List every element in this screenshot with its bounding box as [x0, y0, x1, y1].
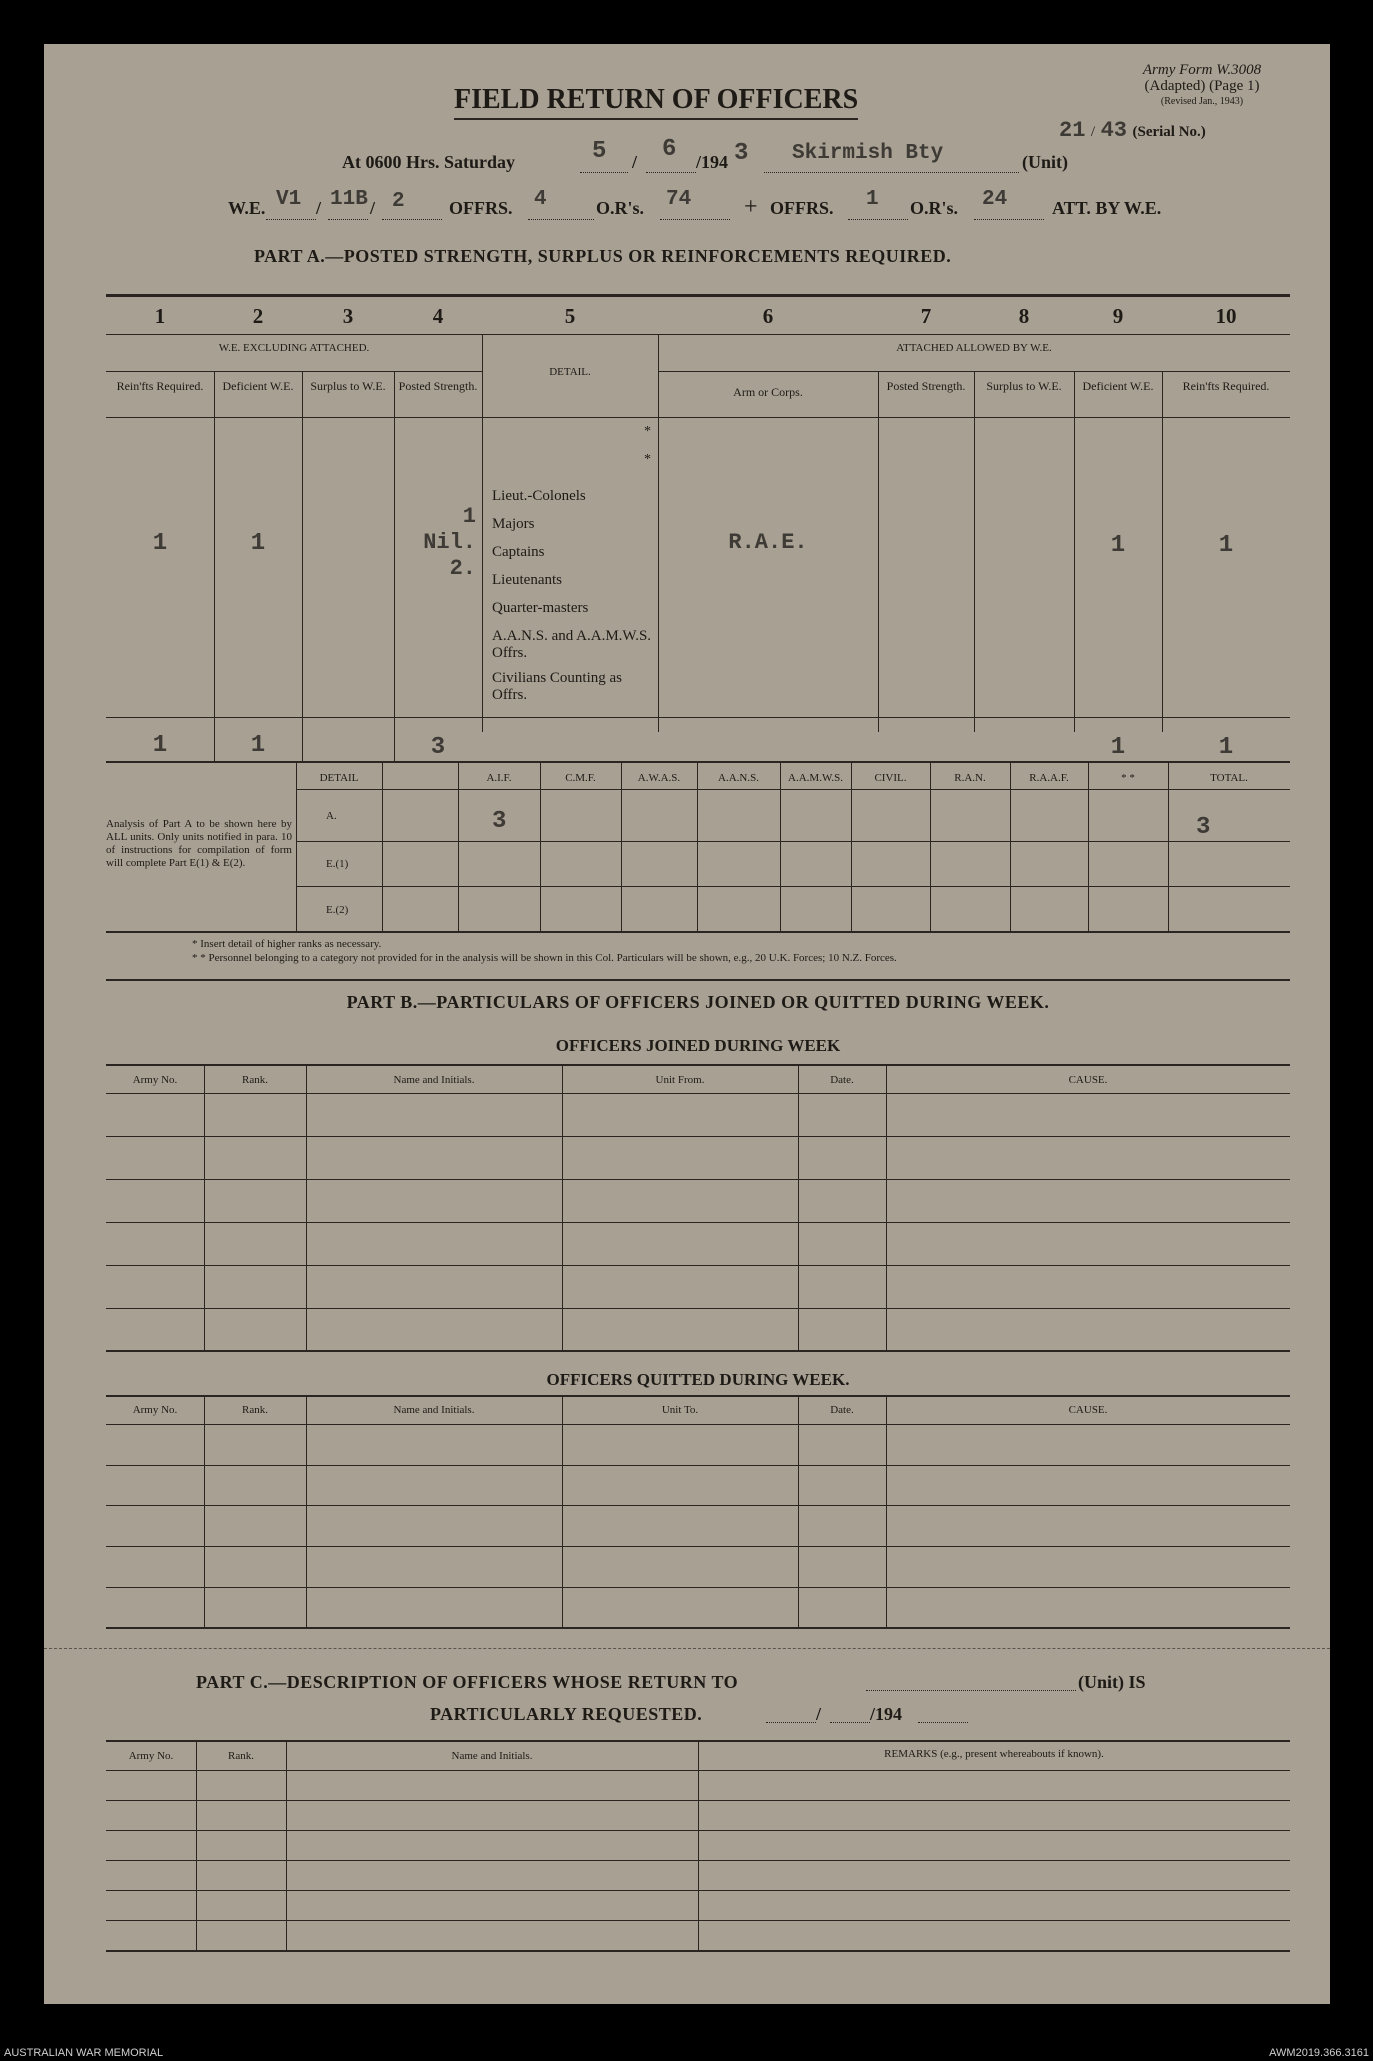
column-numbers: [106, 304, 1290, 332]
joined-hdr-name: Name and Initials.: [393, 1074, 475, 1086]
hdr-deficient: Deficient W.E.: [222, 379, 294, 393]
joined-hdr-cause: CAUSE.: [1068, 1074, 1108, 1086]
an-hdr-detail: DETAIL: [319, 772, 359, 784]
an-row-e1: E.(1): [326, 858, 349, 870]
hdr-posted: Posted Strength.: [398, 379, 478, 393]
col-num-6: 6: [762, 304, 774, 328]
ors2-value: 24: [982, 188, 1008, 211]
serial-num-value: 21: [1059, 118, 1086, 143]
att-reinf-value: 1: [1218, 532, 1234, 559]
ors-value: 74: [666, 188, 692, 211]
hdr-reinf: Rein'fts Required.: [116, 379, 204, 393]
an-hdr-aif: A.I.F.: [486, 772, 512, 784]
an-hdr-ran: R.A.N.: [954, 772, 986, 784]
detail-captains: Captains: [492, 544, 545, 560]
we-value-3: 2: [392, 190, 405, 213]
we-label: W.E.: [228, 198, 266, 218]
form-id-line2: (Adapted) (Page 1): [1144, 78, 1260, 94]
an-hdr-other: * *: [1121, 772, 1135, 784]
total-deficient: 1: [250, 732, 266, 759]
partc-hdr-remarks: REMARKS (e.g., present whereabouts if known).: [884, 1748, 1104, 1760]
reinf-value: 1: [152, 530, 168, 557]
offrs2-value: 1: [866, 188, 879, 211]
an-hdr-total: TOTAL.: [1210, 772, 1248, 784]
an-row-a: A.: [326, 810, 337, 822]
group-right-header: ATTACHED ALLOWED BY W.E.: [896, 342, 1052, 354]
partc-hdr-rank: Rank.: [228, 1750, 254, 1762]
detail-lieutenants: Lieutenants: [492, 572, 562, 588]
posted-majors: Nil.: [423, 530, 476, 555]
quitted-hdr-unit-to: Unit To.: [661, 1404, 699, 1416]
date-year-digit: 3: [734, 140, 749, 167]
hdr-att-posted: Posted Strength.: [886, 379, 966, 393]
col-num-4: 4: [432, 304, 444, 328]
unit-label: (Unit): [1022, 152, 1068, 172]
part-b-title: PART B.—PARTICULARS OF OFFICERS JOINED OR QUITTED DURING WEEK.: [346, 992, 1050, 1012]
detail-aans: A.A.N.S. and A.A.M.W.S. Offrs.: [492, 628, 652, 661]
part-a-title: PART A.—POSTED STRENGTH, SURPLUS OR REINFORCEMENTS REQUIRED.: [254, 246, 952, 266]
we-value-1: V1: [276, 188, 302, 211]
we-value-2: 11B: [330, 188, 368, 211]
an-aif-a-value: 3: [492, 808, 507, 835]
serial-sep: /: [1090, 124, 1096, 140]
detail-civilians: Civilians Counting as Offrs.: [492, 670, 623, 703]
offrs-value: 4: [534, 188, 547, 211]
analysis-note: Analysis of Part A to be shown here by ALL units. Only units notified in para. 10 of instructions for compilation of form will complete Part E(1) & E(2).: [106, 818, 292, 869]
col-num-9: 9: [1112, 304, 1124, 328]
joined-hdr-rank: Rank.: [242, 1074, 268, 1086]
date-prefix: At 0600 Hrs. Saturday: [342, 152, 516, 172]
form-sheet: Army Form W.3008 (Adapted) (Page 1) (Revised Jan., 1943) 21 / 43 (Serial No.) FIELD RETURN OF OFFICERS At 0600 Hrs. Saturday 5 / 6 /194 3 Skirmish Bty (Unit) W.E. V1 / 11B / 2 OFFRS. 4 O.R's. 74 + OFFRS. 1 O.R's. 24 ATT. BY W.E. PART A.—POSTED STRENGTH, SURPLUS OR REINFORCEMENTS REQUIRED. 1 2 3 4 5 6 7 8 9 10 W.E. EXCLUDING ATTACHED. ATTACHED ALLOWED BY W.E. DETAIL. Rein'fts Required. Deficient W.E. Surplus to W.E. Posted Strength. Arm or Corps. Posted Strength. Surplus to W.E. Deficient W.E. Rein'fts Required. * * Lieut.-Colonels Majors Captains Lieutenants Quarter-masters A.A.N.S. and A.A.M.W.S. Offrs. Civilians Counting as Offrs. 1 1 1 Nil. 2. R.A.E. 1 1 1 1 3 1 1 Analysis of Part A to be shown here by ALL units. Only units notified in para. 10 of instructions for compilation of form will complete Part E(1) & E(2). DETAIL A.I.F. C.M.F. A.W.A.S. A.A.N.S. A.A.M.W.S. CIVIL. R.A.N. R.A.A.F. * * TOTAL. A. E.(1) E.(2) 3 3 * Insert detail of higher ranks as necessary. * * Personnel belonging to a category not provided for in the analysis will be shown in this Col. Particulars will be shown, e.g., 20 U.K. Forces; 10 N.Z. Forces. PART B.—PARTICULARS OF OFFICERS JOINED OR QUITTED DURING WEEK. OFFICERS JOINED DURING WEEK Army No. Rank. Name and Initials. Unit From. Date. CAUSE. OFFICERS QUITTED DURING WEEK. Army No. Rank. Name and Initials. Unit To. Date. CAUSE. PART C.—DESCRIPTION OF OFFICERS WHOSE RETURN TO (Unit) IS PARTICULARLY REQUESTED. / /194 Army No. Rank. Name and Initials. REMARKS (e.g., present whereabouts if known).: [44, 44, 1330, 2004]
detail-majors: Majors: [492, 516, 535, 532]
att-label: ATT. BY W.E.: [1052, 198, 1162, 218]
total-att-reinf: 1: [1218, 734, 1234, 761]
posted-captains: 2.: [449, 556, 476, 581]
quitted-hdr-rank: Rank.: [242, 1404, 268, 1416]
hdr-arm: Arm or Corps.: [733, 385, 803, 399]
serial-number: [1059, 116, 1206, 143]
detail-lt-colonels: Lieut.-Colonels: [492, 488, 586, 504]
form-id-line1: Army Form W.3008: [1142, 62, 1262, 78]
an-hdr-civil: CIVIL.: [874, 772, 907, 784]
col-num-1: 1: [154, 304, 166, 328]
star-2: *: [644, 452, 651, 467]
an-hdr-aamws: A.A.M.W.S.: [788, 772, 843, 784]
part-c-title: PART C.—DESCRIPTION OF OFFICERS WHOSE RETURN TO: [196, 1672, 739, 1692]
col-num-10: 10: [1215, 304, 1237, 328]
part-c-requested: PARTICULARLY REQUESTED.: [430, 1704, 703, 1724]
footnote-2: * * Personnel belonging to a category not provided for in the analysis will be shown in this Col. Particulars will be shown, e.g., 20 U.K. Forces; 10 N.Z. Forces.: [192, 952, 897, 964]
group-left-header: W.E. EXCLUDING ATTACHED.: [218, 342, 370, 354]
col-num-8: 8: [1018, 304, 1030, 328]
col-num-7: 7: [920, 304, 932, 328]
posted-entries: [394, 504, 476, 582]
col-num-5: 5: [564, 304, 576, 328]
form-id: [1102, 62, 1302, 110]
joined-title: OFFICERS JOINED DURING WEEK: [555, 1036, 841, 1055]
ors-label: O.R's.: [596, 198, 645, 218]
att-deficient-value: 1: [1110, 532, 1126, 559]
date-day: 5: [592, 138, 607, 165]
offrs2-label: OFFRS.: [770, 198, 834, 218]
footer-right-ref: AWM2019.366.3161: [1269, 2047, 1369, 2059]
detail-quartermasters: Quarter-masters: [492, 600, 589, 616]
partc-hdr-army-no: Army No.: [128, 1750, 174, 1762]
hdr-att-reinf: Rein'fts Required.: [1182, 379, 1270, 393]
hdr-surplus: Surplus to W.E.: [310, 379, 386, 393]
footer-left-credit: AUSTRALIAN WAR MEMORIAL: [4, 2047, 164, 2059]
an-hdr-cmf: C.M.F.: [565, 772, 596, 784]
date-year-prefix: /194: [696, 152, 729, 172]
quitted-hdr-date: Date.: [830, 1404, 854, 1416]
quitted-hdr-name: Name and Initials.: [393, 1404, 475, 1416]
joined-hdr-date: Date.: [830, 1074, 854, 1086]
an-hdr-aans: A.A.N.S.: [718, 772, 759, 784]
ors2-label: O.R's.: [910, 198, 959, 218]
detail-header: DETAIL.: [549, 366, 591, 378]
detail-list: [492, 482, 658, 704]
an-hdr-raaf: R.A.A.F.: [1029, 772, 1069, 784]
unit-name: Skirmish Bty: [792, 142, 944, 165]
page-title: FIELD RETURN OF OFFICERS: [454, 84, 858, 120]
serial-label: (Serial No.): [1132, 124, 1206, 140]
star-1: *: [644, 424, 651, 439]
date-month: 6: [662, 136, 677, 163]
hdr-att-surplus: Surplus to W.E.: [986, 379, 1062, 393]
total-reinf: 1: [152, 732, 168, 759]
quitted-hdr-army-no: Army No.: [132, 1404, 178, 1416]
perforation-line: [44, 1648, 1330, 1649]
serial-year-value: 43: [1100, 118, 1127, 143]
hdr-att-deficient: Deficient W.E.: [1082, 379, 1154, 393]
total-att-deficient: 1: [1110, 734, 1126, 761]
an-row-e2: E.(2): [326, 904, 349, 916]
form-id-line3: (Revised Jan., 1943): [1160, 96, 1244, 107]
joined-hdr-army-no: Army No.: [132, 1074, 178, 1086]
quitted-hdr-cause: CAUSE.: [1068, 1404, 1108, 1416]
part-c-year: /194: [870, 1704, 903, 1724]
an-total-a-value: 3: [1196, 814, 1211, 841]
quitted-title: OFFICERS QUITTED DURING WEEK.: [546, 1370, 850, 1389]
footnote-1: * Insert detail of higher ranks as necessary.: [192, 938, 382, 950]
plus-sign: +: [744, 194, 758, 220]
part-c-sep: /: [816, 1704, 822, 1724]
posted-lt-col: 1: [462, 504, 476, 529]
total-posted: 3: [430, 734, 446, 761]
part-c-unit-label: (Unit) IS: [1078, 1672, 1146, 1692]
partc-hdr-name: Name and Initials.: [451, 1750, 533, 1762]
col-num-2: 2: [252, 304, 264, 328]
col-num-3: 3: [342, 304, 354, 328]
an-hdr-awas: A.W.A.S.: [637, 772, 681, 784]
joined-hdr-unit-from: Unit From.: [655, 1074, 705, 1086]
arm-value: R.A.E.: [728, 530, 808, 555]
deficient-value: 1: [250, 530, 266, 557]
offrs-label: OFFRS.: [449, 198, 513, 218]
